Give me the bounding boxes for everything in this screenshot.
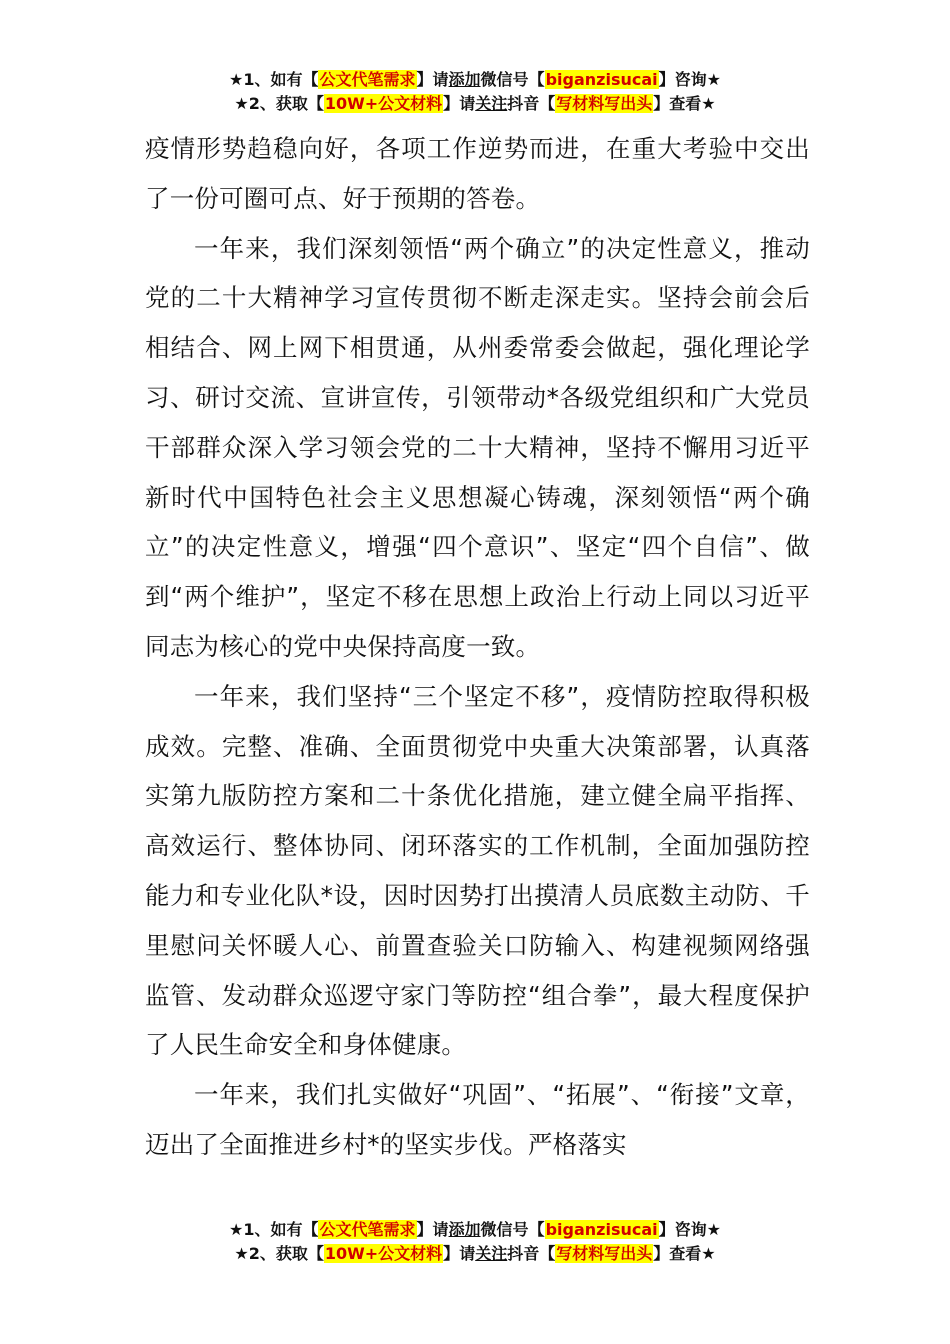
banner-text: 【 [302,1220,319,1239]
highlight-materials: 10W+公文材料 [324,1244,443,1263]
banner-emphasis: 添加 [448,70,481,89]
banner-text: 请 [459,94,476,113]
banner-text: 【 [528,1220,545,1239]
banner-text: 【 [302,70,319,89]
highlight-douyin-account: 写材料写出头 [556,1244,653,1263]
header-banner [0,68,950,116]
banner-text: 微信号 [480,1220,529,1239]
banner-text: 抖音 [507,1244,540,1263]
highlight-service: 公文代笔需求 [319,70,416,89]
banner-text: ★2、获取 [234,94,308,113]
banner-text: 咨询★ [674,70,722,89]
highlight-wechat-id: biganzisucai [545,1220,658,1239]
document-body [145,124,810,1170]
banner-text: 咨询★ [674,1220,722,1239]
paragraph: 一年来，我们坚持“三个坚定不移”，疫情防控取得积极成效。完整、准确、全面贯彻党中央重大决策部署，认真落实第九版防控方案和二十条优化措施，建立健全扁平指挥、高效运行、整体协同、闭环落实的工作机制，全面加强防控能力和专业化队*设，因时因势打出摸清人员底数主动防、千里慰问关怀暖人心、前置查验关口防输入、构建视频网络强监管、发动群众巡逻守家门等防控“组合拳”，最大程度保护了人民生命安全和身体健康。 [145,681,810,1060]
banner-text: ★1、如有 [228,70,303,89]
banner-text: 【 [307,94,324,113]
paragraph: 一年来，我们深刻领悟“两个确立”的决定性意义，推动党的二十大精神学习宣传贯彻不断走深走实。坚持会前会后相结合、网上网下相贯通，从州委常委会做起，强化理论学习、研讨交流、宣讲宣传，引领带动*各级党组织和广大党员干部群众深入学习领会党的二十大精神，坚持不懈用习近平新时代中国特色社会主义思想凝心铸魂，深刻领悟“两个确立”的决定性意义，增强“四个意识”、坚定“四个自信”、做到“两个维护”，坚定不移在思想上政治上行动上同以习近平同志为核心的党中央保持高度一致。 [145,233,810,661]
banner-text: 【 [528,70,545,89]
banner-text: 【 [539,1244,556,1263]
banner-text: 】 [443,1244,460,1263]
banner-text: 查看★ [669,94,716,113]
banner-emphasis: 关注 [475,1244,508,1263]
banner-text: 】 [658,1220,675,1239]
banner-line-1 [0,68,950,92]
banner-emphasis: 添加 [448,1220,481,1239]
banner-text: 【 [307,1244,324,1263]
banner-text: 】 [416,1220,433,1239]
banner-line-2 [0,92,950,116]
highlight-douyin-account: 写材料写出头 [556,94,653,113]
banner-text: 查看★ [669,1244,716,1263]
banner-text: ★1、如有 [228,1220,303,1239]
highlight-wechat-id: biganzisucai [545,70,658,89]
banner-emphasis: 关注 [475,94,508,113]
banner-text: 抖音 [507,94,540,113]
banner-text: 】 [653,94,670,113]
banner-text: 请 [432,70,449,89]
highlight-materials: 10W+公文材料 [324,94,443,113]
paragraph: 一年来，我们扎实做好“巩固”、“拓展”、“衔接”文章，迈出了全面推进乡村*的坚实步伐。严格落实 [145,1080,810,1159]
highlight-service: 公文代笔需求 [319,1220,416,1239]
banner-text: 【 [539,94,556,113]
banner-text: ★2、获取 [234,1244,308,1263]
banner-text: 请 [432,1220,449,1239]
banner-text: 】 [653,1244,670,1263]
banner-line-2 [0,1242,950,1266]
footer-banner [0,1218,950,1266]
banner-text: 微信号 [480,70,529,89]
banner-text: 】 [416,70,433,89]
banner-text: 】 [443,94,460,113]
banner-text: 请 [459,1244,476,1263]
banner-text: 】 [658,70,675,89]
paragraph: 疫情形势趋稳向好，各项工作逆势而进，在重大考验中交出了一份可圈可点、好于预期的答卷。 [145,134,810,213]
banner-line-1 [0,1218,950,1242]
